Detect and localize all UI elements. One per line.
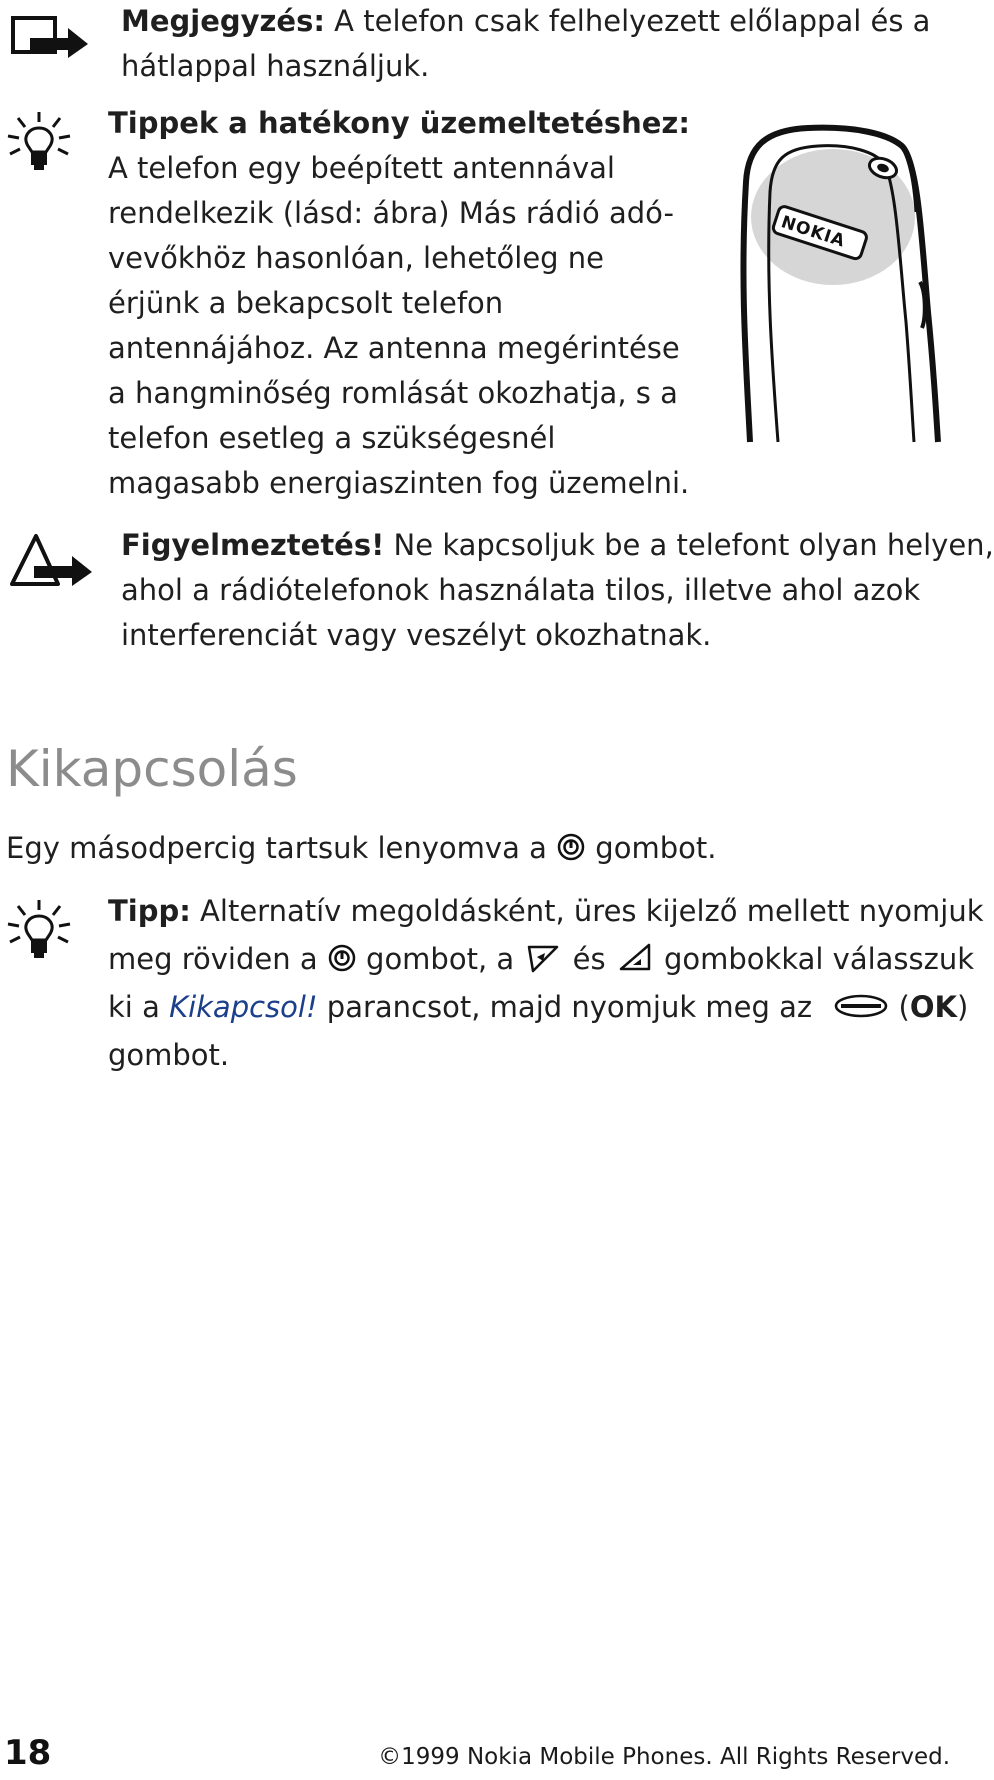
section-title: Kikapcsolás	[6, 740, 298, 798]
warning-paragraph: Figyelmeztetés! Ne kapcsoljuk be a telefont olyan helyen, ahol a rádiótelefonok használata tilos, illetve ahol azok interferenciát vagy veszélyt okozhatnak.	[121, 528, 994, 652]
power-key-icon	[556, 832, 586, 862]
note-hand-icon	[10, 14, 90, 60]
tip-label: Tipp:	[108, 894, 191, 928]
warning-hand-icon	[8, 528, 94, 590]
note-label: Megjegyzés:	[121, 4, 325, 38]
tips-title: Tippek a hatékony üzemeltetéshez:	[108, 106, 690, 140]
selection-key-icon	[833, 993, 889, 1019]
tip-lightbulb-icon	[6, 898, 72, 964]
page-number: 18	[4, 1733, 52, 1773]
scroll-up-key-icon	[523, 941, 563, 975]
note-paragraph: Megjegyzés: A telefon csak felhelyezett előlappal és a hátlappal használjuk.	[121, 4, 931, 83]
kikapcsol-menu-item: Kikapcsol!	[169, 990, 318, 1024]
tips-paragraph: Tippek a hatékony üzemeltetéshez: A telefon egy beépített antennával rendelkezik (lásd: ábra) Más rádió adó- vevőkhöz hasonlóan, lehetőleg ne érjünk a bekapcsolt telefon antennájához. Az antenna megérintése a hangminőség romlását okozhatja, s a telefon esetleg a szükségesnél magasabb energiaszinten fog üzemelni.	[108, 101, 690, 506]
warning-label: Figyelmeztetés!	[121, 528, 385, 562]
lightbulb-icon	[6, 110, 72, 176]
scroll-down-key-icon	[615, 941, 655, 975]
tip-paragraph: Tipp: Alternatív megoldásként, üres kijelző mellett nyomjuk meg röviden a gombot, a és gombokkal válasszuk ki a Kikapcsol! parancsot, majd nyomjuk meg az (OK) gombot.	[108, 894, 984, 1072]
power-key-icon	[327, 943, 357, 973]
copyright-notice: ©1999 Nokia Mobile Phones. All Rights Reserved.	[378, 1744, 950, 1770]
phone-brand-logo: NOKIA	[778, 212, 848, 252]
ok-label: OK	[909, 990, 957, 1024]
phone-antenna-illustration	[738, 122, 948, 452]
section-intro: Egy másodpercig tartsuk lenyomva a gombot.	[6, 831, 717, 865]
